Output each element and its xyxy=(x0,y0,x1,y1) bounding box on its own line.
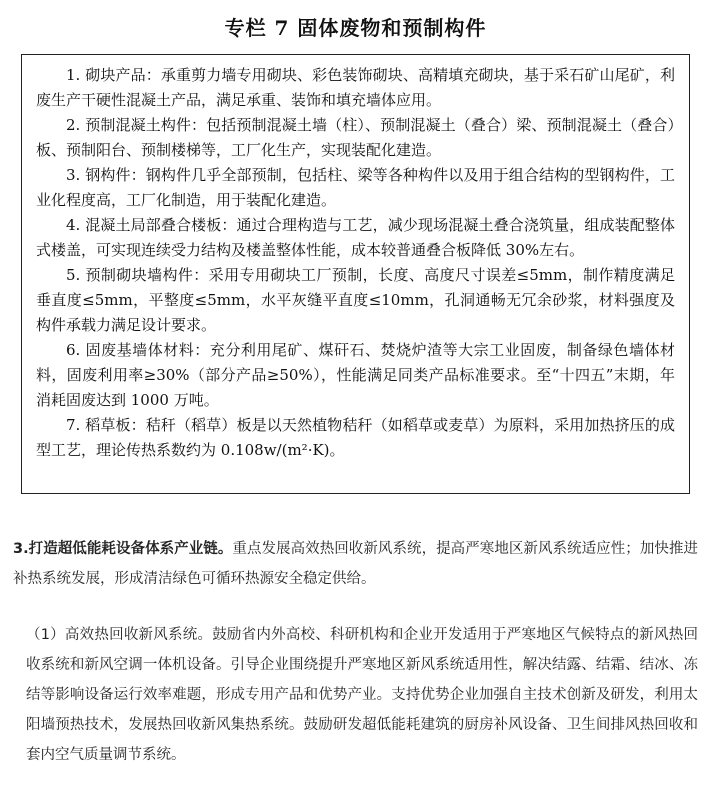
section-3-body: 重点发展高效热回收新风系统，提高严寒地区新风系统适应性；加快推进补热系统发展，形成清洁绿色可循环热源安全稳定供给。 xyxy=(13,541,698,587)
box-item-7: 7. 稻草板：秸秆（稻草）板是以天然植物秸秆（如稻草或麦草）为原料，采用加热挤压的成型工艺，理论传热系数约为 0.108w/(m²·K)。 xyxy=(36,416,675,459)
box-item-6: 6. 固废基墙体材料：充分利用尾矿、煤矸石、焚烧炉渣等大宗工业固废，制备绿色墙体材料，固废利用率≥30%（部分产品≥50%），性能满足同类产品标准要求。至“十四五”末期，年消耗固废达到 1000 万吨。 xyxy=(36,341,675,409)
box-item-3: 3. 钢构件：钢构件几乎全部预制，包括柱、梁等各种构件以及用于组合结构的型钢构件，工业化程度高，工厂化制造，用于装配化建造。 xyxy=(36,166,675,209)
box-item-4: 4. 混凝土局部叠合楼板：通过合理构造与工艺，减少现场混凝土叠合浇筑量，组成装配整体式楼盖，可实现连续受力结构及楼盖整体性能，成本较普通叠合板降低 30%左右。 xyxy=(36,216,675,259)
box-item-5: 5. 预制砌块墙构件：采用专用砌块工厂预制，长度、高度尺寸误差≤5mm，制作精度满足垂直度≤5mm，平整度≤5mm，水平灰缝平直度≤10mm，孔洞通畅无冗余砂浆，材料强度及构件承载力满足设计要求。 xyxy=(36,266,675,334)
section-3-1-paragraph xyxy=(13,620,698,770)
box-item-1: 1. 砌块产品：承重剪力墙专用砌块、彩色装饰砌块、高精填充砌块，基于采石矿山尾矿，利废生产干硬性混凝土产品，满足承重、装饰和填充墙体应用。 xyxy=(36,66,675,109)
box-title: 专栏 7 固体废物和预制构件 xyxy=(224,16,487,40)
box-item-2: 2. 预制混凝土构件：包括预制混凝土墙（柱）、预制混凝土（叠合）梁、预制混凝土（叠合）板、预制阳台、预制楼梯等，工厂化生产，实现装配化建造。 xyxy=(36,116,675,159)
section-3-heading: 3.打造超低能耗设备体系产业链。 xyxy=(13,541,233,557)
section-3-1-text: （1）高效热回收新风系统。鼓励省内外高校、科研机构和企业开发适用于严寒地区气候特点的新风热回收系统和新风空调一体机设备。引导企业围绕提升严寒地区新风系统适用性，解决结露、结霜、结冰、冻结等影响设备运行效率难题，形成专用产品和优势产业。支持优势企业加强自主技术创新及研发，利用太阳墙预热技术，发展热回收新风集热系统。鼓励研发超低能耗建筑的厨房补风设备、卫生间排风热回收和套内空气质量调节系统。 xyxy=(26,627,698,763)
section-3-paragraph xyxy=(13,534,698,594)
info-box xyxy=(21,54,690,494)
